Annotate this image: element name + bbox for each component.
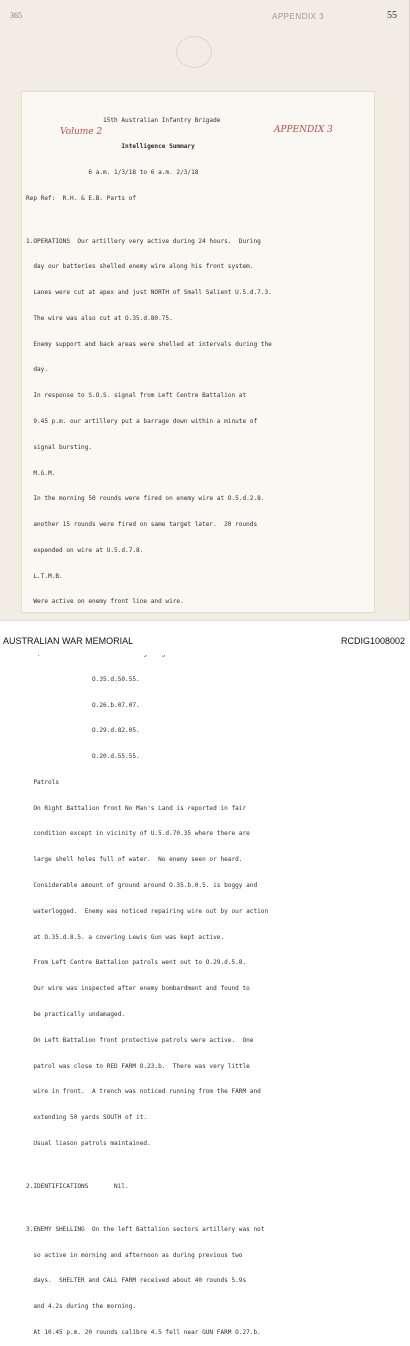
- typed-line: 2.IDENTIFICATIONS Nil.: [26, 1182, 129, 1190]
- record-id: RCDIG1008002: [340, 636, 405, 646]
- typed-summary-body: [26, 100, 366, 1346]
- typed-line: Our wire was inspected after enemy bombardment and found to: [26, 985, 250, 993]
- typed-line: condition except in vicinity of U.5.d.70.35 where there are: [26, 830, 250, 838]
- embossed-seal-icon: [176, 36, 212, 68]
- typed-line: Enemy support and back areas were shelled at intervals during the: [26, 340, 272, 348]
- typed-line: 6 a.m. 1/3/18 to 6 a.m. 2/3/18: [26, 168, 199, 176]
- typed-line: On Right Battalion front No Man's Land is reported in fair: [26, 804, 247, 812]
- typed-line: In response to S.O.S. signal from Left Centre Battalion at: [26, 392, 247, 400]
- typed-line: Considerable amount of ground around O.35.b.0.5. is boggy and: [26, 882, 258, 890]
- typed-line: O.29.d.82.05.: [26, 727, 140, 735]
- appendix-stamp: APPENDIX 3: [272, 12, 325, 21]
- corner-mark: 365: [10, 11, 22, 20]
- typed-line: Rep Ref: R.H. & E.B. Parts of: [26, 194, 137, 202]
- handwritten-appendix-note: APPENDIX 3: [274, 125, 333, 135]
- typed-line: another 15 rounds were fired on same target later. 20 rounds: [26, 521, 258, 529]
- typed-line: 15th Australian Infantry Brigade: [26, 117, 221, 125]
- archive-footer: [0, 620, 409, 655]
- page-number: 55: [387, 10, 397, 21]
- typed-line: At 10.45 p.m. 20 rounds calibre 4.5 fell near GUN FARM O.27.b.: [26, 1328, 261, 1336]
- typed-line: Intelligence Summary: [26, 142, 195, 150]
- typed-line: Lanes were cut at apex and just NORTH of Small Salient U.5.d.7.3.: [26, 289, 272, 297]
- typed-line: On Left Battalion front protective patrols were active. One: [26, 1036, 254, 1044]
- typed-line: be practically undamaged.: [26, 1010, 126, 1018]
- typed-line: signal bursting.: [26, 443, 93, 451]
- typed-line: O.20.d.55.55.: [26, 753, 140, 761]
- typed-line: patrol was close to RED FARM O.23.b. There was very little: [26, 1062, 250, 1070]
- typed-line: Patrols: [26, 778, 60, 786]
- typed-line: expended on wire at U.5.d.7.8.: [26, 546, 144, 554]
- typed-line: In the morning 50 rounds were fired on enemy wire at O.5.d.2.8.: [26, 495, 265, 503]
- typed-line: so active in morning and afternoon as during previous two: [26, 1251, 243, 1259]
- typed-line: O.35.d.50.55.: [26, 675, 140, 683]
- typed-line: 1.OPERATIONS Our artillery very active during 24 hours. During: [26, 237, 261, 245]
- typed-line: L.T.M.B.: [26, 572, 63, 580]
- handwritten-volume-note: Volume 2: [60, 127, 103, 137]
- typed-line: M.G.M.: [26, 469, 56, 477]
- typed-line: O.26.b.07.07.: [26, 701, 140, 709]
- typed-line: From Left Centre Battalion patrols went out to O.29.d.5.8.: [26, 959, 247, 967]
- archive-name: AUSTRALIAN WAR MEMORIAL: [3, 636, 134, 646]
- typed-line: wire in front. A trench was noticed running from the FARM and: [26, 1088, 261, 1096]
- typed-line: Were active on enemy front line and wire.: [26, 598, 184, 606]
- typed-line: waterlogged. Enemy was noticed repairing wire out by our action: [26, 907, 269, 915]
- typed-line: at O.35.d.8.5. a covering Lewis Gun was kept active.: [26, 933, 225, 941]
- typed-line: The wire was also cut at O.35.d.80.75.: [26, 314, 173, 322]
- typed-line: large shell holes full of water. No enemy seen or heard.: [26, 856, 243, 864]
- typed-line: extending 50 yards SOUTH of it.: [26, 1114, 148, 1122]
- typed-line: 9.45 p.m. our artillery put a barrage down within a minute of: [26, 417, 258, 425]
- typed-line: and 4.2s during the morning.: [26, 1303, 137, 1311]
- typed-line: days. SHELTER and CALL FARM received about 40 rounds 5.9s: [26, 1277, 247, 1285]
- typed-line: 3.ENEMY SHELLING On the left Battalion sectors artillery was not: [26, 1225, 265, 1233]
- typed-line: day.: [26, 366, 49, 374]
- typed-line: Usual liason patrols maintained.: [26, 1139, 151, 1147]
- typed-line: day our batteries shelled enemy wire along his front system.: [26, 263, 254, 271]
